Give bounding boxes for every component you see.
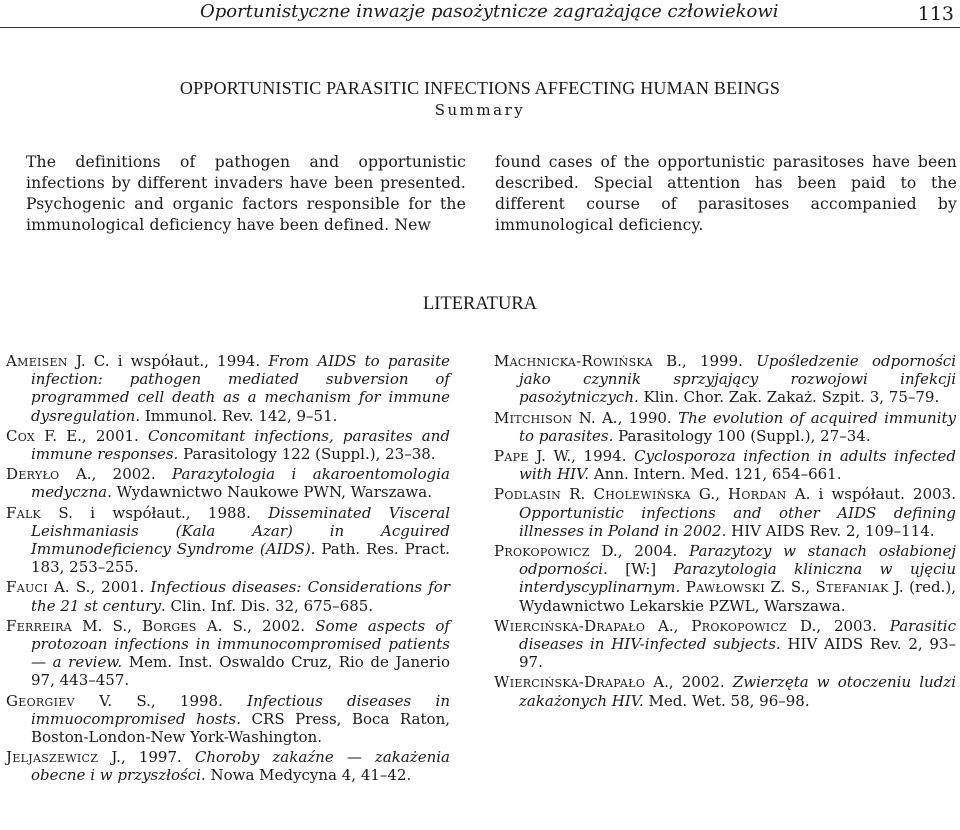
ref-title: From AIDS to parasite infection: pathogen mediated subversion of programmed cell death as a mechanism for immune dysregulation. xyxy=(31,352,450,425)
ref-author: Ameisen xyxy=(6,352,68,370)
ref-editor: Pawłowski xyxy=(685,578,766,597)
literature-heading: LITERATURA xyxy=(422,294,538,314)
ref-title: Infectious diseases in immuocompromised hosts. xyxy=(31,691,450,728)
reference-entry: Prokopowicz D., 2004. Parazytozy w stanach osłabionej odporności. [W:] Parazytologia kliniczna w ujęciu interdyscyplinarnym. Pawłowski Z. S., Stefaniak J. (red.), Wydawnictwo Lekarskie PZWL, Warszawa. xyxy=(494,542,956,615)
reference-entry: Podlasin R. Cholewińska G., Hordan A. i współaut. 2003. Opportunistic infections and other AIDS defining illnesses in Poland in 2002. HIV AIDS Rev. 2, 109–114. xyxy=(494,485,956,540)
reference-entry: Wiercińska-Drapało A., 2002. Zwierzęta w otoczeniu ludzi zakażonych HIV. Med. Wet. 58, 96–98. xyxy=(494,673,956,710)
ref-title: The evolution of acquired immunity to parasites. xyxy=(519,408,956,445)
header-rule xyxy=(0,27,960,28)
ref-title: Disseminated Visceral Leishmaniasis (Kala Azar) in Acguired Immunodeficiency Syndrome (AIDS). xyxy=(31,503,450,559)
ref-title: Cyclosporoza infection in adults infected with HIV. xyxy=(519,447,956,484)
reference-entry: Wiercińska-Drapało A., Prokopowicz D., 2003. Parasitic diseases in HIV-infected subjects. HIV AIDS Rev. 2, 93–97. xyxy=(494,616,956,672)
ref-author: Falk xyxy=(6,503,42,522)
page-header xyxy=(0,0,960,30)
ref-author: Ferreira xyxy=(6,616,73,635)
ref-title: Parasitic diseases in HIV-infected subjects. xyxy=(519,616,956,654)
ref-author: Prokopowicz xyxy=(494,542,590,561)
summary-text-left: The definitions of pathogen and opportunistic infections by different invaders have been presented. Psychogenic and organic factors responsible for the immunological deficiency have been defined. New xyxy=(26,153,466,234)
ref-author: Podlasin xyxy=(494,485,562,504)
references-left-column xyxy=(6,352,450,787)
ref-title: Choroby zakaźne — zakażenia obecne i w przyszłości. xyxy=(31,748,450,785)
summary-heading: Summary xyxy=(434,101,526,119)
ref-author: Prokopowicz xyxy=(691,616,788,635)
ref-author: Machnicka-Rowińska xyxy=(494,352,653,370)
ref-author: Pape xyxy=(494,447,529,466)
reference-entry: Machnicka-Rowińska B., 1999. Upośledzenie odporności jako czynnik sprzyjający rozwojowi infekcji pasożytniczych. Klin. Chor. Zak. Zakaż. Szpit. 3, 75–79. xyxy=(494,352,956,407)
reference-entry: Ferreira M. S., Borges A. S., 2002. Some aspects of protozoan infections in immunocompromised patients — a review. Mem. Inst. Oswaldo Cruz, Rio de Janerio 97, 443–457. xyxy=(6,616,450,690)
reference-entry: Mitchison N. A., 1990. The evolution of acquired immunity to parasites. Parasitology 100 (Suppl.), 27–34. xyxy=(494,408,956,445)
reference-entry: Falk S. i współaut., 1988. Disseminated Visceral Leishmaniasis (Kala Azar) in Acguired Immunodeficiency Syndrome (AIDS). Path. Res. Pract. 183, 253–255. xyxy=(6,503,450,577)
reference-entry: Georgiev V. S., 1998. Infectious diseases in immuocompromised hosts. CRS Press, Boca Raton, Boston-London-New York-Washington. xyxy=(6,691,450,747)
ref-title: Parazytologia i akaroentomologia medyczna. xyxy=(31,465,450,502)
ref-author: Wiercińska-Drapało xyxy=(494,673,646,692)
ref-title: Some aspects of protozoan infections in immunocompromised patients — a review. xyxy=(31,616,450,672)
ref-author: Mitchison xyxy=(494,408,573,427)
references-right-column xyxy=(494,352,956,712)
ref-title: Infectious diseases: Considerations for the 21 st century xyxy=(31,578,450,615)
page-number: 113 xyxy=(917,3,954,25)
ref-editor: Stefaniak xyxy=(815,578,889,597)
ref-author: Cox xyxy=(6,426,36,445)
ref-author: Cholewińska xyxy=(593,485,691,504)
ref-author: Hordan xyxy=(728,485,787,504)
ref-book-title: Parazytologia kliniczna w ujęciu interdyscyplinarnym. xyxy=(519,560,956,597)
ref-title: Concomitant infections, parasites and immune responses. xyxy=(31,426,450,464)
ref-title: Upośledzenie odporności jako czynnik sprzyjający rozwojowi infekcji pasożytniczych. xyxy=(519,352,956,407)
ref-title: Zwierzęta w otoczeniu ludzi zakażonych HIV. xyxy=(519,673,956,710)
article-title: OPPORTUNISTIC PARASITIC INFECTIONS AFFECTING HUMAN BEINGS xyxy=(179,78,781,98)
ref-author: Wiercińska-Drapało xyxy=(494,616,646,635)
ref-author: Borges xyxy=(142,616,197,635)
reference-entry: Ameisen J. C. i współaut., 1994. From AIDS to parasite infection: pathogen mediated subversion of programmed cell death as a mechanism for immune dysregulation. Immunol. Rev. 142, 9–51. xyxy=(6,352,450,425)
summary-text-right: found cases of the opportunistic parasitoses have been described. Special attention has been paid to the different course of parasitoses accompanied by immunological deficiency. xyxy=(495,153,957,234)
reference-entry: Fauci A. S., 2001. Infectious diseases: Considerations for the 21 st century. Clin. Inf. Dis. 32, 675–685. xyxy=(6,578,450,615)
ref-title: Opportunistic infections and other AIDS defining illnesses in Poland in 2002. xyxy=(519,503,956,540)
ref-author: Deryło xyxy=(6,465,60,484)
reference-entry: Pape J. W., 1994. Cyclosporoza infection in adults infected with HIV. Ann. Intern. Med. 121, 654–661. xyxy=(494,447,956,484)
ref-title: Parazytozy w stanach osłabionej odporności. xyxy=(519,542,956,579)
ref-author: Fauci xyxy=(6,578,48,597)
ref-author: Georgiev xyxy=(6,691,75,710)
running-title: Oportunistyczne inwazje pasożytnicze zagrażające człowiekowi xyxy=(200,1,779,22)
reference-entry: Deryło A., 2002. Parazytologia i akaroentomologia medyczna. Wydawnictwo Naukowe PWN, Warszawa. xyxy=(6,465,450,502)
reference-entry: Jeljaszewicz J., 1997. Choroby zakaźne — zakażenia obecne i w przyszłości. Nowa Medycyna 4, 41–42. xyxy=(6,748,450,785)
ref-author: Jeljaszewicz xyxy=(6,748,99,767)
reference-entry: Cox F. E., 2001. Concomitant infections, parasites and immune responses. Parasitology 122 (Suppl.), 23–38. xyxy=(6,426,450,464)
